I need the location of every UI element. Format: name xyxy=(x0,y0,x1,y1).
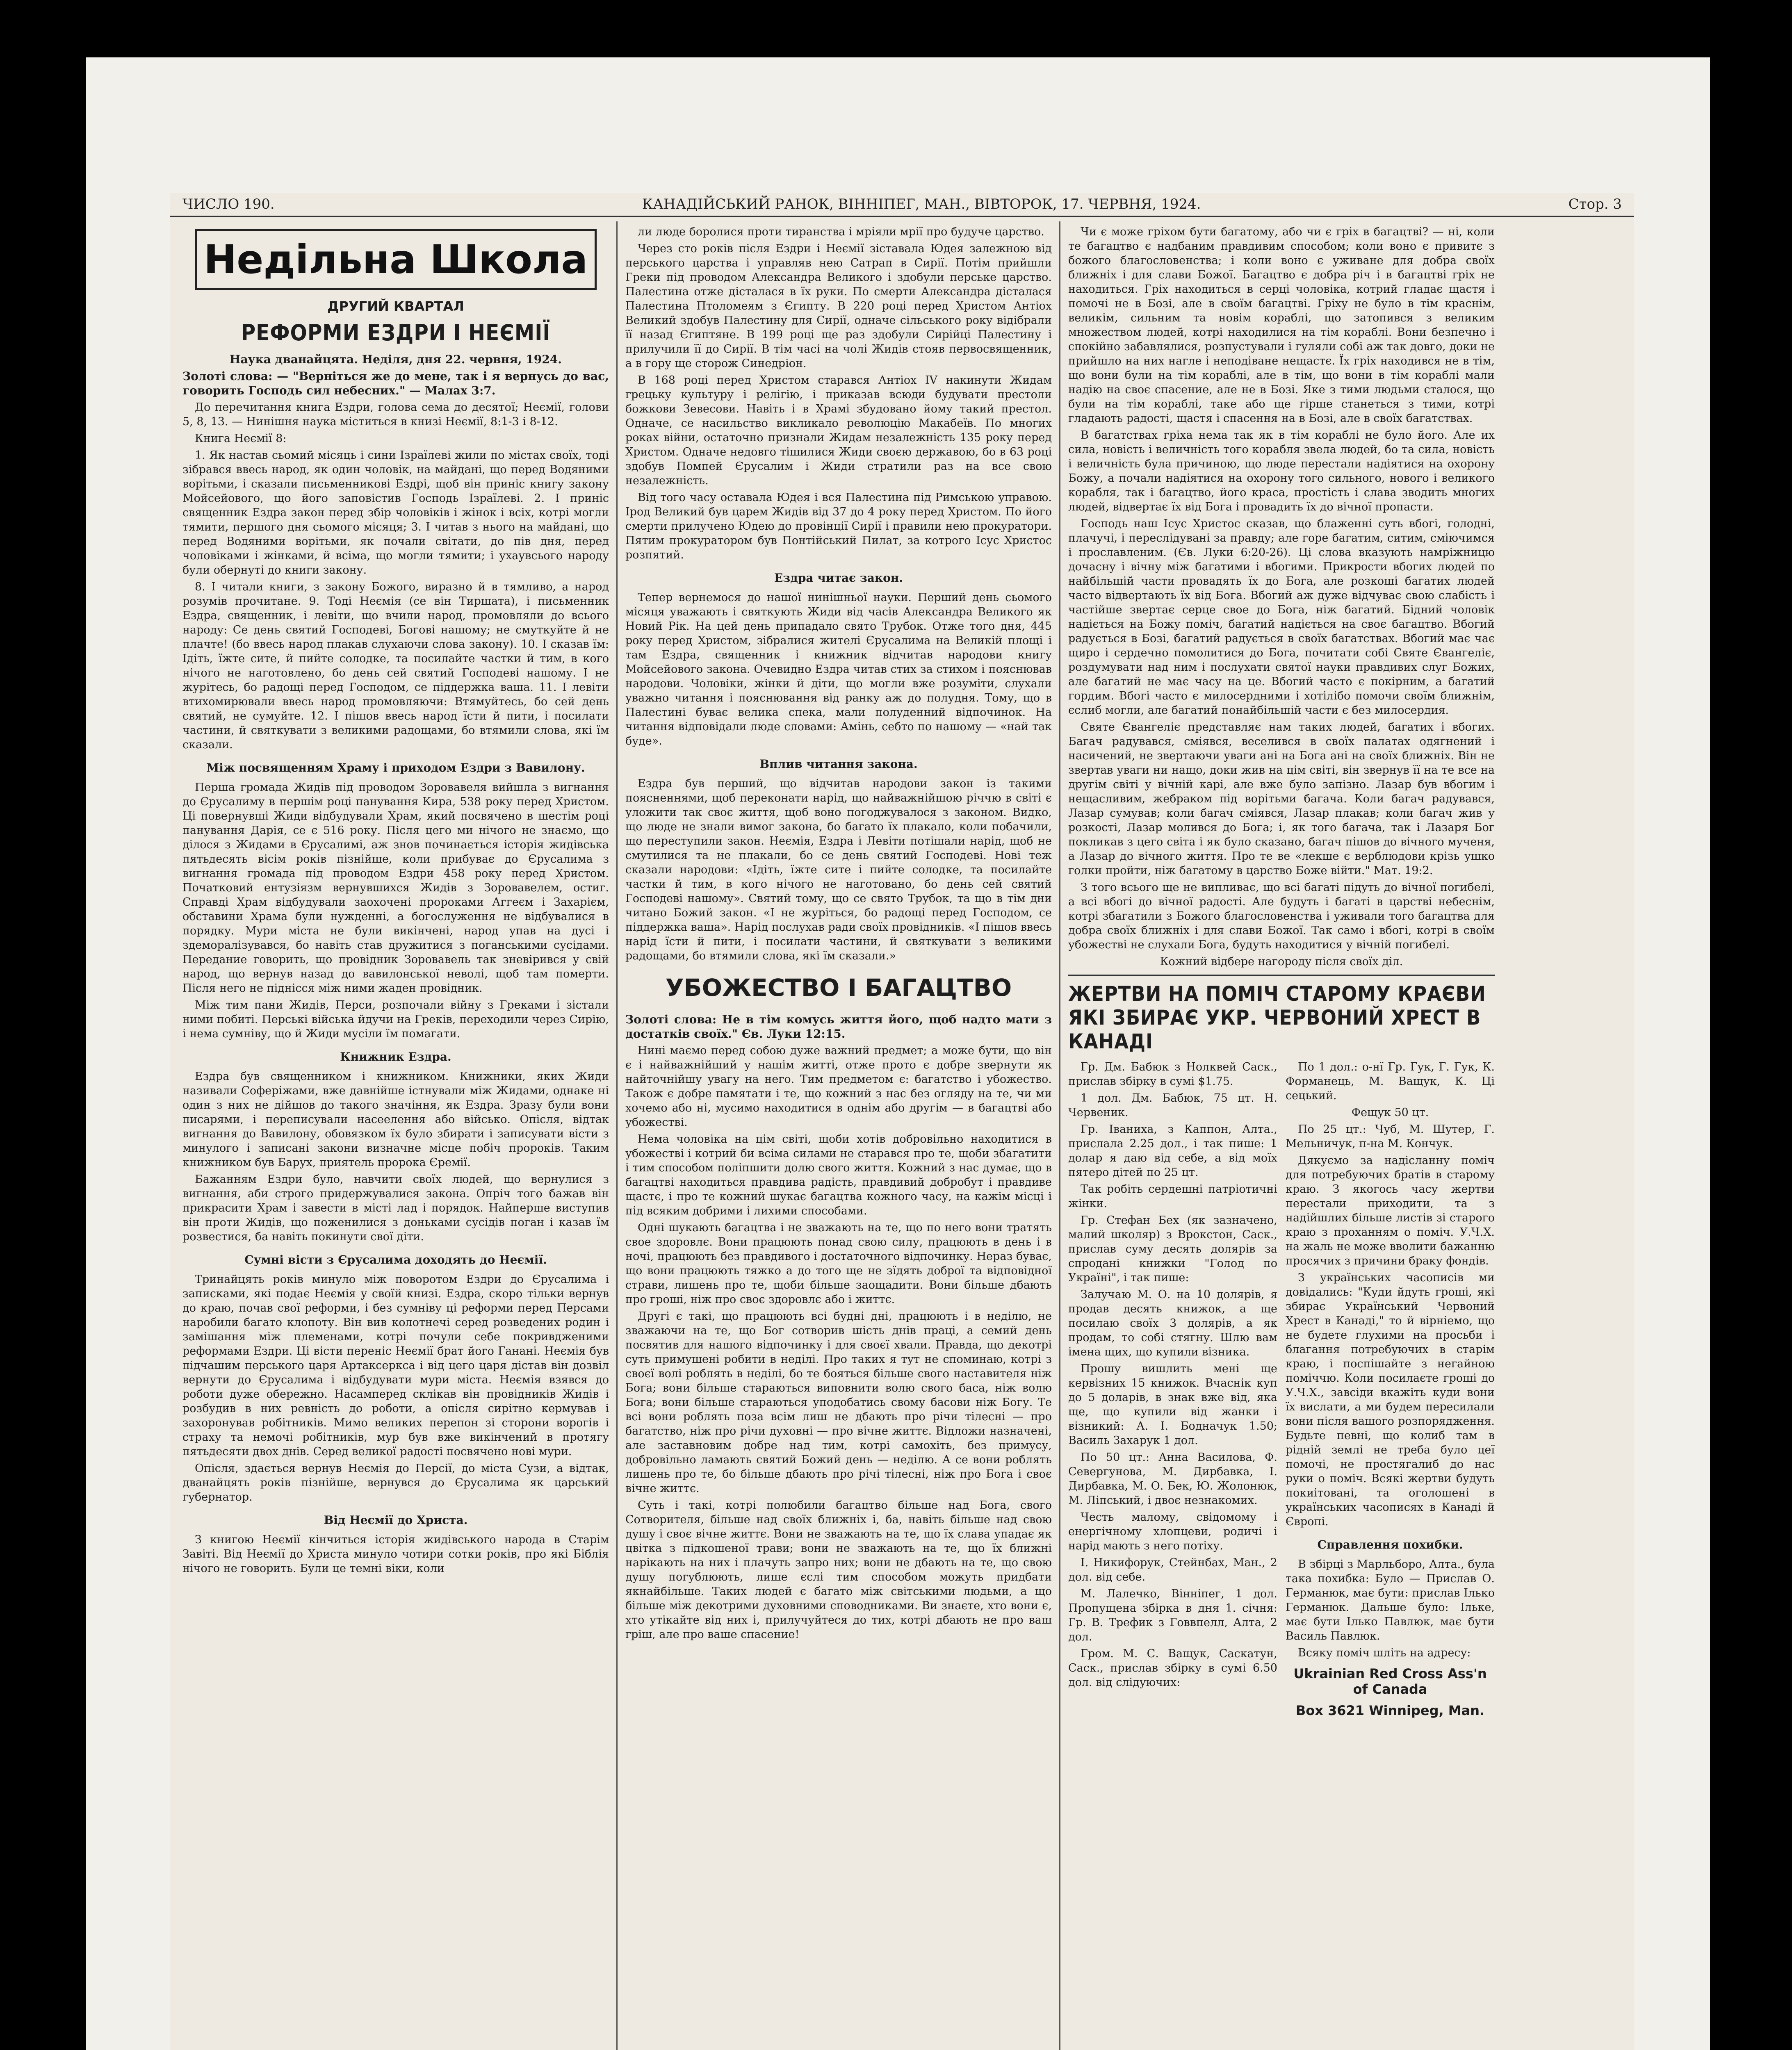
donation-entry: Гр. Іваниха, з Каппон, Алта., прислала 2.25 дол., і так пише: 1 долар я даю від себе, а від моїх пятеро дітей по 25 цт. xyxy=(1068,1123,1277,1179)
section-heading: Справлення похибки. xyxy=(1317,1538,1463,1551)
donation-entry: Залучаю М. О. на 10 долярів, я продав десять книжок, а ще посилаю своїх 3 долярів, а як продам, то собі стягну. Шлю вам імена щих, що купили візника. xyxy=(1068,1288,1277,1358)
paragraph: В 168 році перед Христом старався Антіох IV накинути Жидам грецьку культуру і релігію, і приказав всюди будувати престоли божкови Зевесови. Навіть і в Храмі збудовано йому такий престол. Одначе, се насильство викликало революцію Макабеїв. По многих роках війни, остаточно признали Жидам незалежність 135 року перед Христом. Одначе недовго тішилися Жиди своєю державою, бо в 63 році здобув Помпей Єрусалим і Жиди стратили раз на все свою незалежність. xyxy=(625,374,1052,487)
paragraph: Господь наш Ісус Христос сказав, що блаженні суть вбогі, голодні, плачучі, і переслідувані за правду; але горе багатим, ситим, сміючимся і прославленим. (Єв. Луки 6:20-26). Ці слова вказують намріжницю дочасну і вічну між багатими і вбогими. Прикрости вбогих людей по найбільшій части провадять їх до Бога, але розкоші багатих людей часто відвертають їх від Бога. Вбогий аж дуже відчуває свою слабість і частійше звертає серце свое до Бога, ніж багатий. Бідний чоловік надіється на Божу поміч, багатий надіється на своє багацтво. Вбогий радується в Бозі, багатий радується в своїх багатствах. Вбогий має чає щиро і сердечно помолитися до Бога, почитати собі Святе Євангеліє, роздумувати над ним і послухати святої науки правдивих слуг Божих, але багатий не має часу на це. Вбогий часто є покірним, а багатий гордим. Вбогі часто є милосердними і хотілібо помочи своїм ближнім, єслиб могли, але багатий понайбільшій части є без милосердия. xyxy=(1068,517,1495,717)
paragraph: Тринайцять років минуло між поворотом Ездри до Єрусалима і записками, які подає Неємія у своїй книзі. Ездра, скоро тільки вернув до краю, почав свої реформи, і без сумніву ці реформи перед Персами наробили багато клопоту. Він вив колотнечі серед розведених родин і замішання між племенами, котрі почули себе покривдженими реформами Ездри. Ці вісти переніс Неємії брат його Ганані. Неємія був підчашим перського царя Артаксеркса і від цего царя дістав він дозвіл вернути до Єрусалима і відбудувати мури міста. Неємія взявся до роботи дуже обережно. Насамперед склікав він провідників Жидів і розбудив в них ревність до роботи, а опісля сирітно кермував і захоронував робітників. Мимо великих перепон зі сторони ворогів і страху та немочі робітників, мур був вже викінчений в протягу пятьдесяти двох днів. Серед великої радості посвячено нові мури. xyxy=(182,1273,609,1458)
donation-entry: Всяку поміч шліть на адресу: xyxy=(1298,1647,1471,1659)
donation-entry: Так робіть сердешні патріотичні жінки. xyxy=(1068,1183,1277,1210)
paragraph: Нема чоловіка на цім світі, щоби хотів добровільно находитися в убожестві і котрий би всіма силами не старався про те, щоби збагатити і тим способом поліпшити долю свого життя. Кожний з нас думає, що в багацтві находиться правдива радість, правдивий добробут і правдиве щастє, і про те кожний шукає багацтва кожного часу, на кажім місці і під всяким добрими і лихими способами. xyxy=(625,1133,1052,1217)
page-number: Стор. 3 xyxy=(1568,196,1622,212)
section-heading: Від Неємії до Христа. xyxy=(324,1513,468,1527)
donation-entry: З українських часописів ми довідались: "Куди йдуть гроші, які збирає Український Червоний Хрест в Канаді," то й вірніемо, що не будете глухими на просьби і благання потребуючих в старім краю, і поспішайте з негайною поміччю. Коли посилаєте гроші до У.Ч.Х., завсіди вкажіть куди вони їх вислати, а ми будем пересилали вони після вашого розпорядження. Будьте певні, що колиб там в рідній землі не треба було цеї помочі, не простягалиб до нас руки о поміч. Всякі жертви будуть покиітовані, та оголошені в українських часописях в Канаді й Європі. xyxy=(1286,1271,1495,1528)
paragraph: 8. І читали книги, з закону Божого, виразно й в тямливо, а народ розумів прочитане. 9. Тоді Неємія (се він Тиршата), і письменник Ездра, священник, і левіти, що вчили народ, промовляли до всього народу: Се день святий Господеві, Богові нашому; не смуткуйте й не плачте! (бо ввесь народ плакав слухаючи слова закону). 10. І сказав їм: Ідіть, їжте сите, й пийте солодке, та посилайте частки й тим, в кого нічого не наготовлено, бо день сей святий Господеві нашому. І не журітесь, бо радощі перед Господом, се піддержка ваша. 11. І левіти втихомирювали ввесь народ промовляючи: Втямуйтесь, бо сей день святий, не сумуйте. 12. І пішов ввесь народ їсти й пити, і посилати частини, й святкувати з великими радощами, бо втямили слова, які їм сказали. xyxy=(182,581,609,751)
paragraph: Між тим пани Жидів, Перси, розпочали війну з Греками і зістали ними побиті. Перські війська йдучи на Греків, переходили через Сирію, і нема сумніву, що й Жиди мусіли їм помагати. xyxy=(182,999,609,1040)
donation-entry: По 50 цт.: Анна Василова, Ф. Севергунова, М. Дирбавка, І. Дирбавка, М. О. Бек, Ю. Жолонюк, М. Ліпський, і двоє незнакомих. xyxy=(1068,1451,1277,1507)
section-heading: Сумні вісти з Єрусалима доходять до Неємії. xyxy=(244,1253,547,1266)
paragraph: Бажанням Ездри було, навчити своїх людей, що вернулися з вигнання, аби строго придержувалися закона. Опріч того бажав він прикрасити Храм і завести в місті лад і порядок. Найперше виступив він проти Жидів, що поженилися з доньками сусідів поган і казав їм розвестися, ба навіть покинути свої діти. xyxy=(182,1173,609,1243)
donation-entry: По 25 цт.: Чуб, М. Шутер, Г. Мельничук, п-на М. Кончук. xyxy=(1286,1123,1495,1150)
paragraph: 1. Як настав сьомий місяць і сини Ізраїлеві жили по містах своїх, тоді зібрався ввесь народ, як один чоловік, на майдані, що перед Водяними ворітьми, і сказали письменникові Ездрі, щоб він приніс книгу закону Мойсейового, що його заповістив Господь Ізраїлеві. 2. І приніс священник Ездра закон перед збір чоловіків і жінок і всіх, котрі могли тямити, першого дня сьомого місяця; 3. І читав з нього на майдані, що перед Водяними ворітьми, як почали світати, до пів дня, перед чоловіками і жінками, й всіма, що могли тямити; і ухаувсього народу були обернуті до книги закону. xyxy=(182,449,609,576)
sunday-school-title: Недільна Школа xyxy=(195,229,597,290)
section-heading: Вплив читання закона. xyxy=(759,757,918,771)
golden-words: Золоті слова: — "Верніться же до мене, так і я вернусь до вас, говорить Господь сил небесних." — Малах 3:7. xyxy=(182,369,609,397)
donations-left xyxy=(1068,1060,1277,1718)
column-3 xyxy=(1068,225,1495,1718)
paragraph: З книгою Неємії кінчиться історія жидівського народа в Старім Завіті. Від Неємії до Христа минуло чотири сотки років, про які Біблія нічого не говорить. Були це темні віки, коли xyxy=(182,1533,609,1575)
donation-entry: 1 дол. Дм. Бабюк, 75 цт. Н. Червеник. xyxy=(1068,1092,1277,1119)
section-heading: Між посвященням Храму і приходом Ездри з Вавилону. xyxy=(206,761,585,774)
donation-entry: Честь малому, свідомому і енергічному хлопцеви, родичі і нарід мають з него потіху. xyxy=(1068,1511,1277,1552)
donation-entry: Гром. М. С. Ващук, Саскатун, Саск., прислав збірку в сумі 6.50 дол. від слідуючих: xyxy=(1068,1647,1277,1689)
paragraph: Опісля, здається вернув Неємія до Персії, до міста Сузи, а відтак, дванайцять років пізнійше, вернувся до Єрусалима як царський губернатор. xyxy=(182,1462,609,1503)
donations-right xyxy=(1286,1060,1495,1718)
paragraph: Книга Неємії 8: xyxy=(195,432,287,445)
column-2 xyxy=(625,225,1052,1644)
paragraph: Ездра був священником і книжником. Книжники, яких Жиди називали Соферіжами, вже давнійше істнували між Жидами, однаке ні один з них не дійшов до такого значіння, як Ездра. Зразу були вони писарями, і переписували насеелення або військо. Опісля, відтак вигнання до Вавилону, обовязком їх було збирати і записувати вісти з минулого і записані закони визначне місце побіч пророків. Таким книжником був Барух, приятель пророка Єремії. xyxy=(182,1070,609,1169)
donation-entry: По 1 дол.: о-нї Гр. Гук, Г. Гук, К. Форманець, М. Ващук, К. Ці сецький. xyxy=(1286,1061,1495,1102)
closing-line: Кожний відбере нагороду після своїх діл. xyxy=(1160,955,1403,968)
article-headline: УБОЖЕСТВО І БАГАЦТВО xyxy=(665,974,1012,1002)
donation-entry: І. Никифорук, Стейнбах, Ман., 2 дол. від себе. xyxy=(1068,1556,1277,1583)
newspaper-page xyxy=(170,193,1634,2050)
paragraph: Одні шукають багацтва і не зважають на те, що по него вони тратять свое здоровлє. Вони працюють понад свою силу, працюють в день і в ночі, працюють без правдивого і достаточного відпочинку. Нераз буває, що вони працюють тяжко а до того ще не зїдять доброї та відповідної страви, лишень про те, щоби більше заощадити. Вони більше дбають про гроші, ніж про своє здоровлє або і життє. xyxy=(625,1221,1052,1306)
golden-words: Золоті слова: Не в тім комусь життя його, щоб надто мати з достатків своїх." Єв. Луки 12:15. xyxy=(625,1013,1052,1041)
section-heading: Ездра читає закон. xyxy=(774,571,903,585)
divider xyxy=(1068,975,1495,976)
article-headline: ЖЕРТВИ НА ПОМІЧ СТАРОМУ КРАЄВИ ЯКІ ЗБИРАЄ УКР. ЧЕРВОНИЙ ХРЕСТ В КАНАДІ xyxy=(1068,982,1486,1053)
donation-entry: Фещук 50 цт. xyxy=(1351,1106,1429,1119)
article-headline: РЕФОРМИ ЕЗДРИ І НЕЄМІЇ xyxy=(241,320,551,346)
lesson-date: Наука дванайцята. Неділя, дня 22. червня, 1924. xyxy=(230,353,562,366)
donation-entry: Гр. Дм. Бабюк з Нолквей Саск., прислав збірку в сумі $1.75. xyxy=(1068,1061,1277,1088)
paragraph: ли люде боролися проти тиранства і мріяли мрії про будуче царство. xyxy=(638,226,1044,238)
masthead xyxy=(170,193,1634,217)
donation-entry: Дякуємо за надісланну поміч для потребуючих братів в старому краю. З якогось часу жертви перестали приходити, та з надійшлих більше листів зі старого краю з проханням о поміч. У.Ч.Х. на жаль не може вволити бажанню просячих з причини браку фондів. xyxy=(1286,1154,1495,1267)
issue-number: ЧИСЛО 190. xyxy=(182,196,275,212)
column-rule xyxy=(616,221,618,2050)
mailing-box: Box 3621 Winnipeg, Man. xyxy=(1295,1703,1485,1718)
scan-page xyxy=(86,57,1710,2050)
donation-entry: Прошу вишлить мені ще кервізних 15 книжок. Вчаснік куп до 5 доларів, в знак вже від, яка ще, що купили від жанки і візникий: А. І. Бодначук 1.50; Василь Захарук 1 дол. xyxy=(1068,1362,1277,1447)
paragraph: З того всього ще не випливає, що всі багаті підуть до вічної погибелі, а всі вбогі до вічної радості. Але будуть і багаті в царстві небеснім, котрі збагатили з Божого благословенства і уживали того багацтва для добра своїх ближніх і для слави Божої. Так само і вбогі, котрі в своїм убожестві не слухали Бога, будуть находитися у вічній погибелі. xyxy=(1068,881,1495,951)
quarter-label: ДРУГИЙ КВАРТАЛ xyxy=(327,298,464,314)
mailing-address: Ukrainian Red Cross Ass'n of Canada xyxy=(1293,1666,1487,1697)
paragraph: Другі є такі, що працюють всі будні дні, працюють і в неділю, не зважаючи на те, що Бог сотворив шість днів праці, а семий день посвятив для нашого відпочинку і для своєї хвали. Правда, що декотрі суть примушені робити в неділі. Про таких я тут не споминаю, котрі з своєї волі роблять в неділі, бо те бояться більше свого наставителя ніж Бога; вони більше стараються виповнити волю свого баса, ніж волю Бога; вони більше стараються уподобатись свому басови ніж Богу. Те всі вони роблять поза всім лиш не дбають про річи тілесні — про багатство, ніж про річи духовні — про вічне життє. Відложи назначені, але заставновим добре над тим, котрі самохіть, без примусу, добровільно ламають святий Божий день — неділю. А се вони роблять лишень про те, бо більше дбають про річі тілесні, ніж про Бога і своє вічне життє. xyxy=(625,1310,1052,1495)
paragraph: Тепер вернемося до нашої нинішньої науки. Перший день сьомого місяця уважають і святкують Жиди від часів Александра Великого як Новий Рік. На цей день припадало свято Трубок. Отже того дня, 445 року перед Христом, зібралися жителі Єрусалима на Великій площі і там Ездра, священник і книжник відчитав народови книгу Мойсейового закона. Очевидно Ездра читав стих за стихом і пояснював народови. Чоловіки, жінки й діти, що могли вже розуміти, слухали уважно читання і пояснювання від ранку аж до полудня. Тому, що в Палестині буває велика спека, мали полуденний відпочинок. На читання відповідали люде словами: Амінь, себто по нашому — «най так буде». xyxy=(625,591,1052,747)
column-1 xyxy=(182,225,609,1578)
paragraph: Через сто років після Ездри і Неємії зіставала Юдея залежною від перського царства і управляв нею Сатрап в Сирії. Потім прийшли Греки під проводом Александра Великого і здобули перське царство. Палестина отже дісталася в їх руки. По смерти Александра дісталася Палестина Птоломеям з Єгипту. В 220 році перед Христом Антіох Великий здобув Палестину для Сирії, одначе сільського року відібрали її назад Єгиптяне. В 199 році ще раз здобули Сирійці Палестину і прилучили її до Сирії. В тім часі на чолі Жидів стояв первосвященник, а в гору ще сторож Синедріон. xyxy=(625,242,1052,370)
section-heading: Книжник Ездра. xyxy=(340,1050,451,1064)
column-rule xyxy=(1059,221,1060,2050)
paragraph: В багатствах гріха нема так як в тім кораблі не було його. Але их сила, новість і величність того корабля звела людей, бо та сила, новість і величність була причиною, що люде перестали надіятися на охорону Божу, а почали надіятися на охорону того сильного, нового і великого корабля, так і багацтво, його краса, простість і слава зводить многих людей, відвертає їх від Бога і провадить їх до вічної пропасти. xyxy=(1068,429,1495,513)
paragraph: Святе Євангеліє представляє нам таких людей, багатих і вбогих. Багач радувався, сміявся, веселився в своїх палатах одягнений і насичений, не звертаючи уваги ані на Бога ані на своїх ближніх. Він не звертав уваги ни нащо, доки жив на цім світі, він звернув її на те все на другім світі у вічній карі, але вже було запізно. Лазар був вбогим і нещасливим, жебраком під ворітьми багача. Коли багач радувався, Лазар сумував; коли багач сміявся, Лазар плакав; коли багач жив у розкості, Лазар молився до Бога; і, як того багача, так і Лазаря Бог покликав з цего світа і як було сказано, багач пішов до вічного мученя, а Лазар до вічного життя. Про те ве «лекше є верблюдови крізь ушко голки пройти, ніж багатому в царство Боже війти." Мат. 19:2. xyxy=(1068,721,1495,877)
paragraph: Чи є може гріхом бути багатому, або чи є гріх в багацтві? — ні, коли те багацтво є надбаним правдивим способом; коли воно є привитє з божого благословенства; і коли воно є уживане для добра своїх ближніх і для слави Божої. Багацтво є добра річ і в багацтві гріх не находиться. Гріх находиться в серці чоловіка, котрий гладає щастя і помочі не в Бозі, але в своїм багацтві. Гріху не було в тім краснім, великім, сильним та новім кораблі, що затопився з великим множеством людей, котрі находилися на тім кораблі. Вони безпечно і спокійно забавлялися, розпустували і гуляли собі аж так довго, доки не прийшло на них нагле і неподіване нещастє. Їх гріх находився не в тім, що вони були на тім кораблі, але в тім, що вони в тім кораблі мали надію на своє спасение, але не в Бозі. Яке з тими людьми сталося, що були на тім кораблі, таке або ще гірше станеться з тими, котрі гладають радості, щастя і спасення на в Бозі, але в своїх багатствах. xyxy=(1068,226,1495,425)
paragraph: Нині маємо перед собою дуже важний предмет; а може бути, що він є і найважнійший у нашім житті, отже прото є добре звернути як найточнійшу увагу на него. Тим предметом є: багатство і убожество. Також є добре памятати і те, що кожний з нас без огляду на те, чи ми хочемо або ні, мусимо находитися в однім або другім — в багацтві або убожестві. xyxy=(625,1044,1052,1129)
newspaper-title: КАНАДІЙСЬКИЙ РАНОК, ВІННІПЕГ, МАН., ВІВТОРОК, 17. ЧЕРВНЯ, 1924. xyxy=(642,196,1201,212)
donation-entry: В збірці з Марльборо, Алта., була така похибка: Було — Прислав О. Германюк, має бути: прислав Ілько Германюк. Дальше було: Ільке, має бути Ілько Павлюк, має бути Василь Павлюк. xyxy=(1286,1558,1495,1642)
paragraph: Перша громада Жидів під проводом Зоровавеля вийшла з вигнання до Єрусалиму в першім році панування Кира, 538 року перед Христом. Ці повернувші Жиди відбудували Храм, який посвячено в шестім році панування Дарія, се є 516 року. Після цего ми нічого не знаємо, що ділося з Жидами в Єрусалимі, аж знов починається історія жидівська пятьдесять вісім років пізнійше, коли прибуває до Єрусалима з вигнання громада під проводом Ездри 458 року перед Христом. Початковий ентузіязм вернувшихся Жидів з Зоровавелем, остиг. Справді Храм відбудували заохочені пророками Аггеєм і Захарієм, обставини Храма були нужденні, а богослуження не відбувалися в порядку. Мури міста не були викінчені, народ упав на дусі і здеморалізувався, бо навіть став дружитися з поганськими сусідами. Передание говорить, що провідник Зоровавель так зневірився у свій народ, що вернув назад до вавилонської неволі, щоб там померти. Після него не піднісся між ними жаден провідник. xyxy=(182,781,609,995)
paragraph: Ездра був перший, що відчитав народови закон із такими поясненнями, щоб переконати нарід, що найважнійшою річчю в світі є уложити так своє життя, щоб воно погоджувалося з законом. Видко, що люде не знали вимог закона, бо багато їх плакало, коли побачили, що переступили закон. Неємія, Ездра і Левіти потішали нарід, щоб не смутилися та не плакали, бо се день святий Господеві. Нові теж сказали народови: «Ідіть, їжте сите і пийте солодке, та посилайте частки й тим, в кого нічого не наготовано, бо день сей святий Господеві нашому». Святий тому, що се свято Трубок, та що в тім дни читано Божий закон. «І не журіться, бо радощі перед Господом, се піддержка ваша». Нарід послухав ради своїх провідників. «І пішов ввесь нарід їсти й пити, і посилати частини, й святкувати з великими радощами, бо втямили слова, які їм сказали.» xyxy=(625,777,1052,962)
donations-block xyxy=(1068,1060,1495,1718)
paragraph: Від того часу оставала Юдея і вся Палестина під Римською управою. Ірод Великий був царем Жидів від 37 до 4 року перед Христом. По його смерти прилучено Юдею до провінції Сирії і правили нею прокуратори. Пятим прокуратором був Понтійський Пилат, за котрого Ісус Христос розпятий. xyxy=(625,491,1052,561)
donation-entry: М. Лалечко, Вінніпег, 1 дол. Пропущена збірка в дня 1. січня: Гр. В. Трефик з Говвпелл, Алта, 2 дол. xyxy=(1068,1588,1277,1643)
paragraph: До перечитання книга Ездри, голова сема до десятої; Неємії, голови 5, 8, 13. — Нинішня наука міститься в книзі Неємії, 8:1-3 і 8-12. xyxy=(182,401,609,428)
paragraph: Суть і такі, котрі полюбили багацтво більше над Бога, свого Сотворителя, більше над своїх ближніх і, ба, навіть більше над свою душу і своє вічне життє. Вони не зважають на те, що їх слава упадає як цвітка з підкошеної трави; вони не зважають на те, що їх ближні нарікають на них і плачуть запро них; вони не дбають на те, що свою душу погублюють, лише єслі тим способом можуть придбати якнайбільше. Таких людей є багато між світськими людьми, а що більше між декотрими духовними споводниками. Ви знаєте, хто вони є, хто утікайте від них і, прилучуйтеся до тих, котрі дбають не про ваш гріш, але про ваше спасение! xyxy=(625,1499,1052,1641)
donation-entry: Гр. Стефан Бех (як зазначено, малий школяр) з Врокстон, Саск., прислав суму десять долярів за спродані книжки "Голод по Україні", і так пише: xyxy=(1068,1214,1277,1284)
